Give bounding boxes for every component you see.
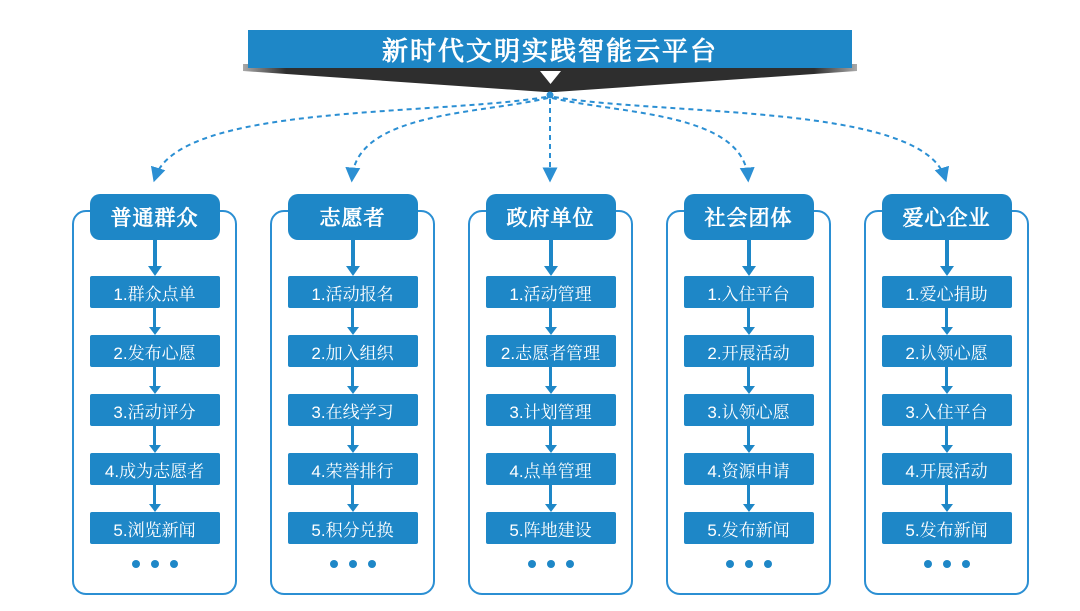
flow-step: 1.活动管理 bbox=[486, 276, 616, 308]
flow-step: 3.认领心愿 bbox=[684, 394, 814, 426]
flow-step: 2.志愿者管理 bbox=[486, 335, 616, 367]
arrow-down-icon bbox=[148, 240, 162, 276]
flow-step: 5.浏览新闻 bbox=[90, 512, 220, 544]
platform-title: 新时代文明实践智能云平台 bbox=[381, 35, 718, 66]
arrow-down-icon bbox=[346, 240, 360, 276]
flow-step: 2.认领心愿 bbox=[882, 335, 1012, 367]
flow-step: 3.入住平台 bbox=[882, 394, 1012, 426]
dashed-connector-col5 bbox=[554, 97, 945, 178]
arrow-down-icon bbox=[347, 367, 359, 394]
more-dots bbox=[726, 560, 772, 568]
dashed-connector-col1 bbox=[155, 97, 546, 178]
more-dots bbox=[330, 560, 376, 568]
arrow-down-icon bbox=[743, 426, 755, 453]
arrow-down-icon bbox=[347, 426, 359, 453]
flow-step: 5.阵地建设 bbox=[486, 512, 616, 544]
column-caring-enterprises bbox=[864, 207, 1029, 595]
arrow-down-icon bbox=[941, 308, 953, 335]
arrow-down-icon bbox=[941, 367, 953, 394]
arrow-down-icon bbox=[544, 240, 558, 276]
more-dots bbox=[132, 560, 178, 568]
flow-step: 5.积分兑换 bbox=[288, 512, 418, 544]
flow-step: 5.发布新闻 bbox=[684, 512, 814, 544]
flow-step: 4.成为志愿者 bbox=[90, 453, 220, 485]
arrow-down-icon bbox=[545, 485, 557, 512]
flow-step: 1.活动报名 bbox=[288, 276, 418, 308]
arrow-down-icon bbox=[545, 426, 557, 453]
arrow-down-icon bbox=[743, 485, 755, 512]
flow-step: 1.入住平台 bbox=[684, 276, 814, 308]
more-dots bbox=[528, 560, 574, 568]
column-social-groups bbox=[666, 207, 831, 595]
arrow-down-icon bbox=[742, 240, 756, 276]
column-general-public bbox=[72, 207, 237, 595]
more-dots bbox=[924, 560, 970, 568]
flow-step: 3.活动评分 bbox=[90, 394, 220, 426]
flow-step: 5.发布新闻 bbox=[882, 512, 1012, 544]
arrow-down-icon bbox=[940, 240, 954, 276]
flow-step: 1.爱心捐助 bbox=[882, 276, 1012, 308]
arrow-down-icon bbox=[545, 308, 557, 335]
arrow-down-icon bbox=[149, 426, 161, 453]
flow-step: 3.计划管理 bbox=[486, 394, 616, 426]
flow-step: 4.资源申请 bbox=[684, 453, 814, 485]
flow-step: 3.在线学习 bbox=[288, 394, 418, 426]
flow-step: 2.发布心愿 bbox=[90, 335, 220, 367]
column-header: 志愿者 bbox=[288, 194, 418, 240]
flow-step: 2.加入组织 bbox=[288, 335, 418, 367]
arrow-down-icon bbox=[941, 485, 953, 512]
column-volunteers bbox=[270, 207, 435, 595]
dashed-connector-col4 bbox=[552, 98, 748, 178]
flow-step: 4.荣誉排行 bbox=[288, 453, 418, 485]
flow-step: 4.开展活动 bbox=[882, 453, 1012, 485]
column-header: 普通群众 bbox=[90, 194, 220, 240]
flow-step: 4.点单管理 bbox=[486, 453, 616, 485]
column-government-units bbox=[468, 207, 633, 595]
column-header: 爱心企业 bbox=[882, 194, 1012, 240]
platform-title-banner bbox=[248, 30, 852, 68]
arrow-down-icon bbox=[149, 367, 161, 394]
arrow-down-icon bbox=[743, 367, 755, 394]
column-header: 政府单位 bbox=[486, 194, 616, 240]
arrow-down-icon bbox=[347, 308, 359, 335]
flow-step: 2.开展活动 bbox=[684, 335, 814, 367]
column-header: 社会团体 bbox=[684, 194, 814, 240]
arrow-down-icon bbox=[149, 308, 161, 335]
arrow-down-icon bbox=[545, 367, 557, 394]
arrow-down-icon bbox=[347, 485, 359, 512]
arrow-down-icon bbox=[941, 426, 953, 453]
arrow-down-icon bbox=[743, 308, 755, 335]
arrow-down-icon bbox=[149, 485, 161, 512]
dashed-connector-col2 bbox=[352, 98, 548, 178]
flow-step: 1.群众点单 bbox=[90, 276, 220, 308]
